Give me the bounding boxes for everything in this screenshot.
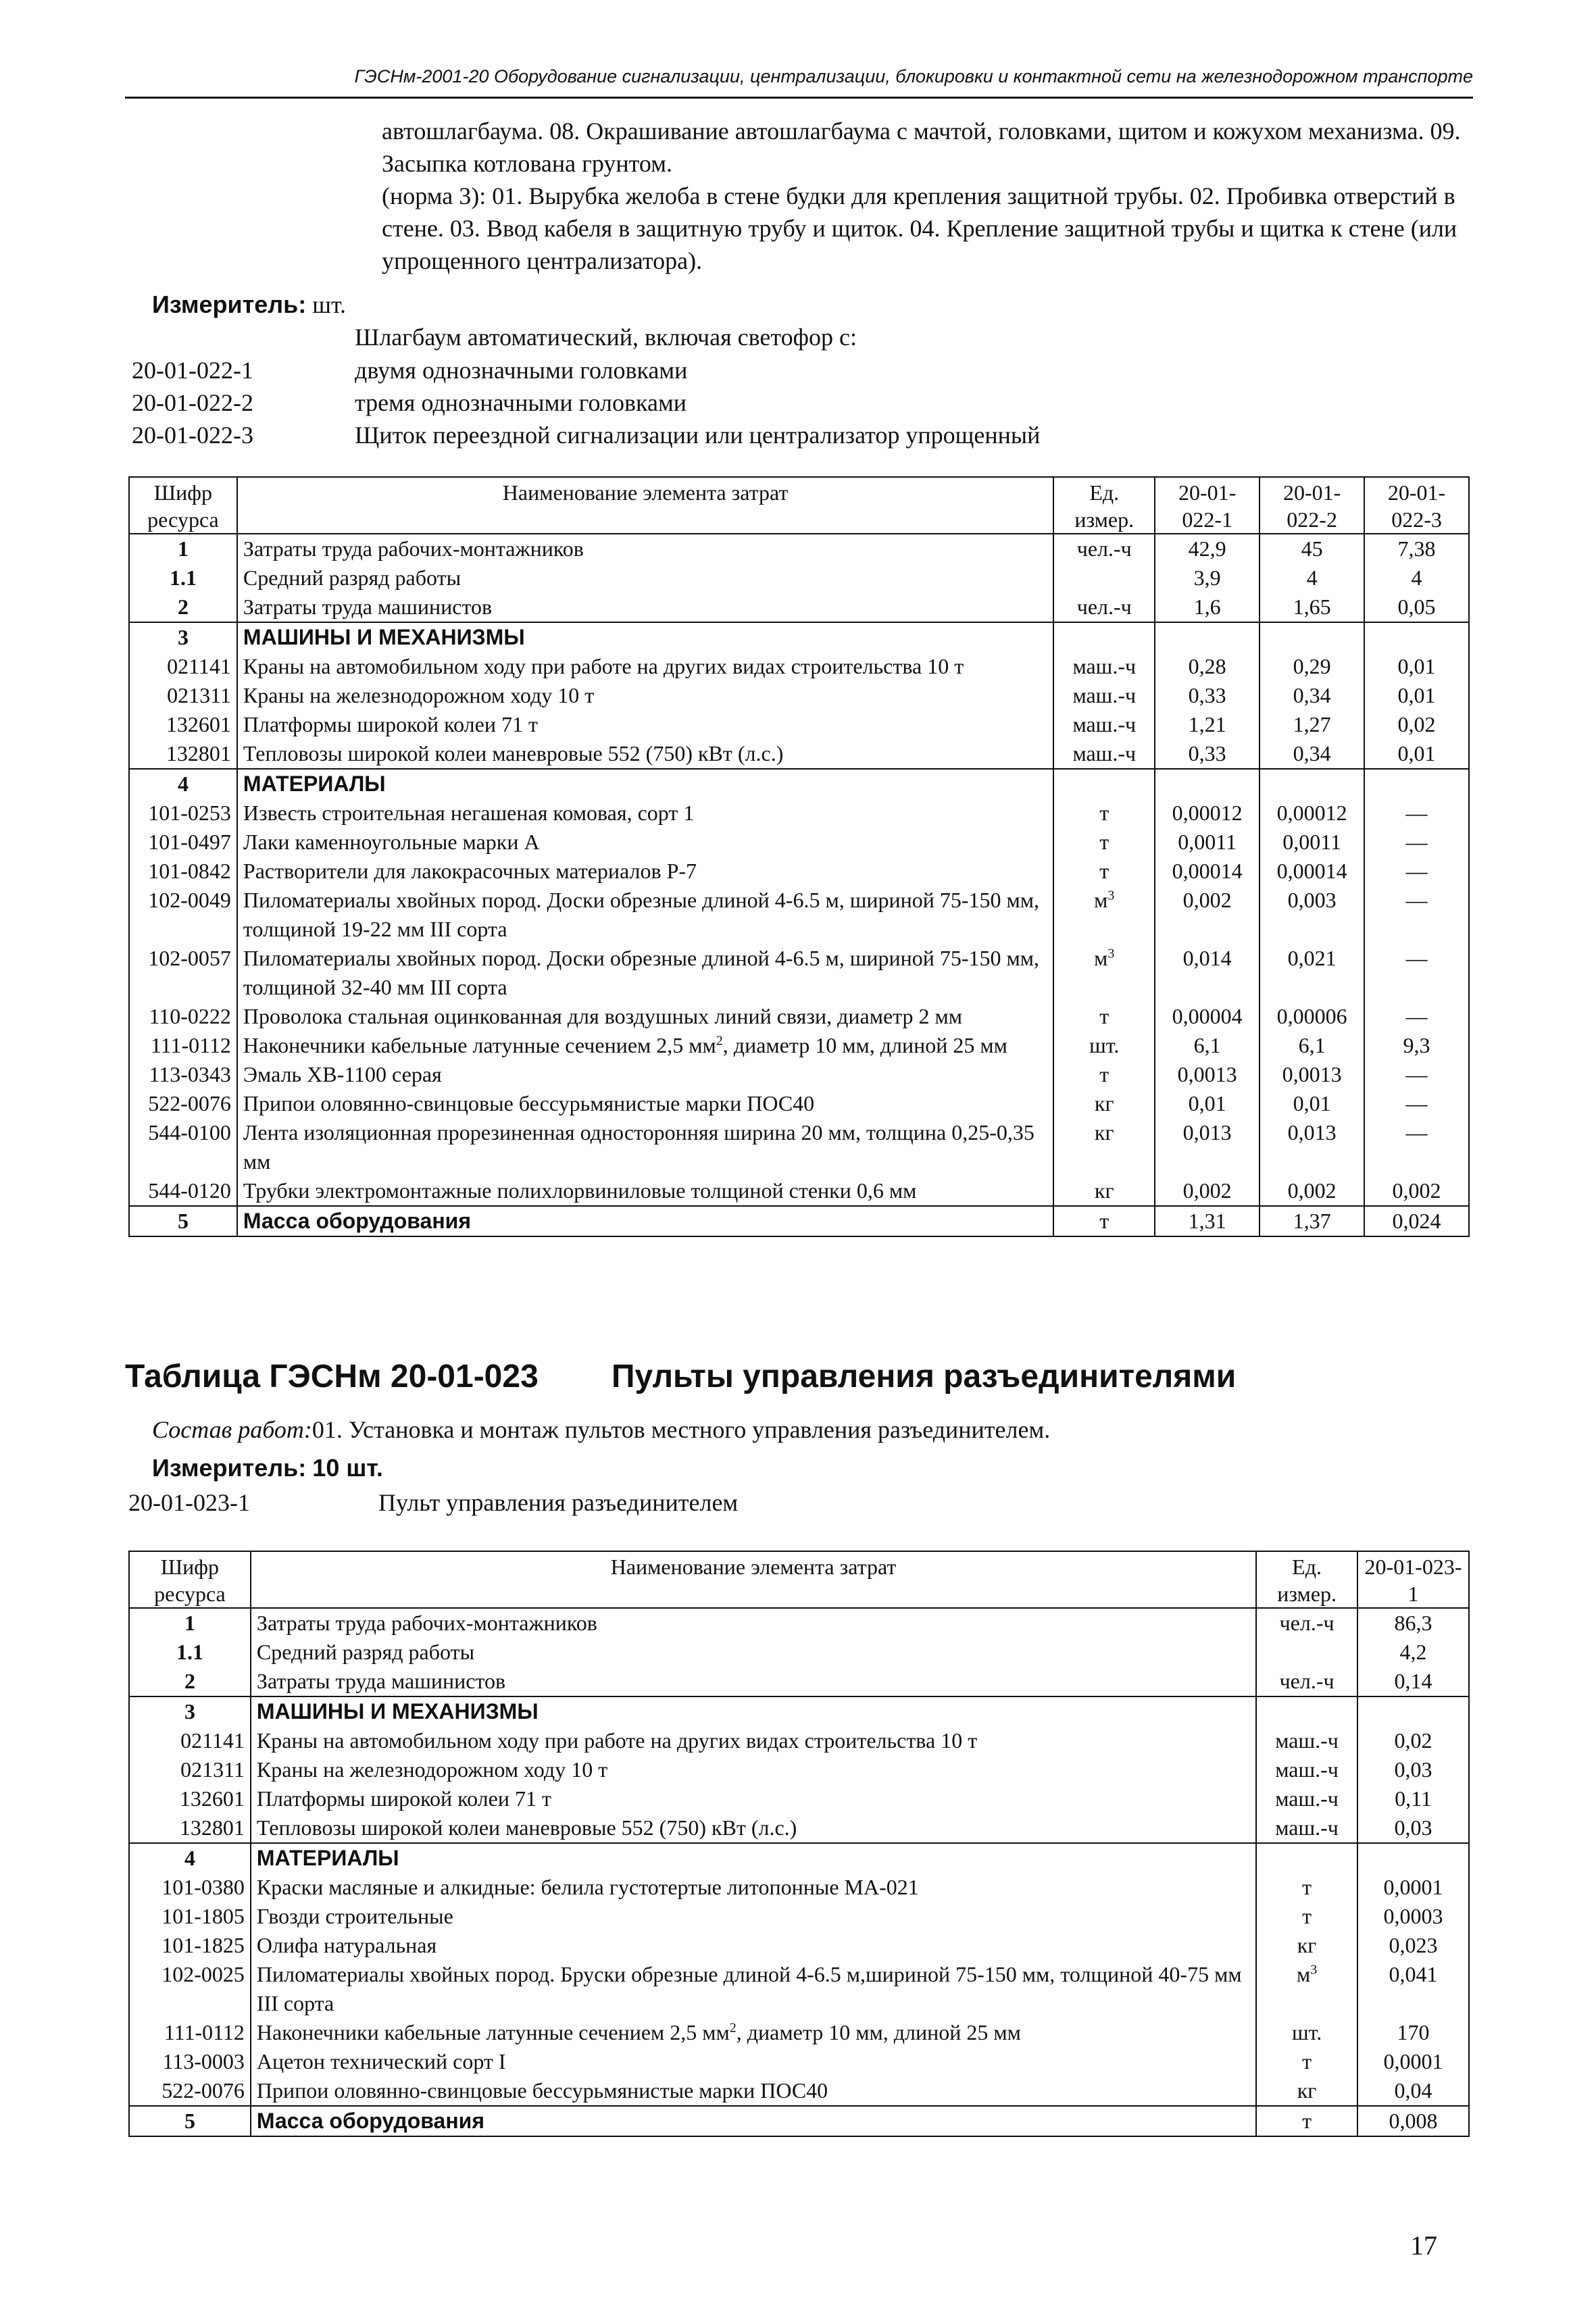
cell-name: Краски масляные и алкидные: белила густотертые литопонные МА-021 [251, 1873, 1256, 1902]
cell-value: 9,3 [1364, 1031, 1469, 1060]
cell-unit: т [1256, 1902, 1357, 1931]
cell-code: 021141 [129, 652, 237, 681]
cell-name: Гвозди строительные [251, 1902, 1256, 1931]
cell-code: 111-0112 [129, 1031, 237, 1060]
cell-value: 0,002 [1155, 886, 1260, 944]
cell-value: 0,013 [1155, 1118, 1260, 1176]
table-row [129, 2076, 1469, 2106]
cell-value [1260, 769, 1364, 799]
table-row [129, 828, 1469, 857]
table-row [129, 944, 1469, 1002]
cell-value: 0,01 [1364, 739, 1469, 769]
cell-value: — [1364, 799, 1469, 828]
cell-value: — [1364, 828, 1469, 857]
cell-unit: маш.-ч [1256, 1755, 1357, 1784]
table-row [129, 1784, 1469, 1813]
table-row [129, 652, 1469, 681]
cell-unit: кг [1256, 1931, 1357, 1960]
cell-name: Краны на железнодорожном ходу 10 т [251, 1755, 1256, 1784]
cell-name: Платформы широкой колеи 71 т [237, 710, 1053, 739]
cell-value: 0,03 [1357, 1755, 1469, 1784]
cell-code: 102-0057 [129, 944, 237, 1002]
page-number: 17 [1410, 2230, 1437, 2261]
cell-code: 132601 [129, 1784, 251, 1813]
cell-value: 7,38 [1364, 534, 1469, 563]
table-row [129, 1002, 1469, 1031]
cell-value [1260, 622, 1364, 652]
cell-value: 0,0003 [1357, 1902, 1469, 1931]
cell-code: 3 [129, 622, 237, 652]
cell-value: 0,01 [1364, 652, 1469, 681]
cell-value: 4 [1364, 563, 1469, 593]
cell-value: 42,9 [1155, 534, 1260, 563]
cell-value: 1,6 [1155, 593, 1260, 622]
cell-code: 101-0380 [129, 1873, 251, 1902]
cell-unit [1053, 622, 1155, 652]
table-row [129, 1206, 1469, 1236]
cell-name: Затраты труда рабочих-монтажников [251, 1608, 1256, 1638]
cell-value: 0,04 [1357, 2076, 1469, 2106]
composition-text: 01. Установка и монтаж пультов местного управления разъединителем. [311, 1416, 1051, 1443]
cell-value: 0,0001 [1357, 2047, 1469, 2076]
cell-unit: шт. [1256, 2018, 1357, 2047]
cell-code: 522-0076 [129, 1089, 237, 1118]
cell-unit: кг [1256, 2076, 1357, 2106]
cell-unit: т [1053, 828, 1155, 857]
group-title-row [132, 321, 1416, 353]
cell-value [1364, 769, 1469, 799]
cell-name: Масса оборудования [251, 2106, 1256, 2136]
cell-code: 110-0222 [129, 1002, 237, 1031]
intro-paragraph-2: (норма 3): 01. Вырубка желоба в стене будки для крепления защитной трубы. 02. Пробивка отверстий в стене. 03. Ввод кабеля в защитную трубу и щиток. 04. Крепление защитной трубы и щитка к стене (или упрощенного централизатора). [382, 182, 1457, 274]
cell-value: 0,02 [1364, 710, 1469, 739]
cell-value: 0,28 [1155, 652, 1260, 681]
cell-unit: т [1053, 857, 1155, 886]
cell-code: 102-0049 [129, 886, 237, 944]
cell-unit: т [1256, 2047, 1357, 2076]
cell-unit: т [1053, 1060, 1155, 1089]
cell-name: Припои оловянно-свинцовые бессурьмянистые марки ПОС40 [237, 1089, 1053, 1118]
cell-unit: $м^3$ [1256, 1960, 1357, 2018]
cell-value: — [1364, 1089, 1469, 1118]
norm-desc: тремя однозначными головками [355, 389, 687, 416]
cell-name: Средний разряд работы [251, 1638, 1256, 1667]
cell-value: — [1364, 944, 1469, 1002]
cell-unit: маш.-ч [1053, 739, 1155, 769]
cell-value: 0,33 [1155, 739, 1260, 769]
cell-value: 0,33 [1155, 681, 1260, 710]
table-row [129, 2018, 1469, 2047]
cell-value: 4,2 [1357, 1638, 1469, 1667]
norm-code: 20-01-023-1 [128, 1489, 250, 1516]
cell-code: 101-0497 [129, 828, 237, 857]
cell-value: 0,002 [1260, 1176, 1364, 1206]
cell-value: 1,21 [1155, 710, 1260, 739]
cell-value: — [1364, 1002, 1469, 1031]
resource-table-2 [128, 1551, 1470, 2137]
cell-value: 1,31 [1155, 1206, 1260, 1236]
table-row [129, 799, 1469, 828]
cell-name: Краны на автомобильном ходу при работе на других видах строительства 10 т [251, 1726, 1256, 1755]
cell-unit: т [1053, 1206, 1155, 1236]
cell-code: 522-0076 [129, 2076, 251, 2106]
cell-code: 544-0120 [129, 1176, 237, 1206]
table-row [129, 739, 1469, 769]
meter-2 [152, 1454, 383, 1482]
table-row [129, 1118, 1469, 1176]
cell-code: 101-1825 [129, 1931, 251, 1960]
cell-unit [1256, 1843, 1357, 1873]
cell-code: 021311 [129, 681, 237, 710]
cell-value: 0,023 [1357, 1931, 1469, 1960]
cell-value: — [1364, 857, 1469, 886]
header-name: Наименование элемента затрат [251, 1551, 1256, 1608]
cell-value: 170 [1357, 2018, 1469, 2047]
cell-value [1155, 769, 1260, 799]
header-unit: Ед. измер. [1053, 477, 1155, 534]
table-row [129, 622, 1469, 652]
cell-value [1357, 1696, 1469, 1726]
cell-name: Масса оборудования [237, 1206, 1053, 1236]
cell-unit: шт. [1053, 1031, 1155, 1060]
cell-code: 5 [129, 1206, 237, 1236]
cell-value: 0,00014 [1260, 857, 1364, 886]
cell-value: 0,05 [1364, 593, 1469, 622]
cell-name: Растворители для лакокрасочных материалов Р-7 [237, 857, 1053, 886]
cell-value: 0,34 [1260, 739, 1364, 769]
header-rule [125, 97, 1473, 99]
cell-name: Наконечники кабельные латунные сечением 2,5 $мм^2$, диаметр 10 мм, длиной 25 мм [251, 2018, 1256, 2047]
cell-name: Пиломатериалы хвойных пород. Бруски обрезные длиной 4-6.5 м,шириной 75-150 мм, толщиной 40-75 мм III сорта [251, 1960, 1256, 2018]
cell-code: 101-0842 [129, 857, 237, 886]
cell-name: Олифа натуральная [251, 1931, 1256, 1960]
cell-code: 2 [129, 1667, 251, 1696]
cell-code: 113-0343 [129, 1060, 237, 1089]
table-row [129, 710, 1469, 739]
table-row [129, 681, 1469, 710]
cell-value: 0,008 [1357, 2106, 1469, 2136]
cell-value: 45 [1260, 534, 1364, 563]
code-row-1 [132, 354, 1416, 386]
table-row [129, 1176, 1469, 1206]
cell-value: 0,0011 [1155, 828, 1260, 857]
table-row [129, 1638, 1469, 1667]
cell-value: 0,013 [1260, 1118, 1364, 1176]
cell-value: 0,003 [1260, 886, 1364, 944]
cell-name: Затраты труда рабочих-монтажников [237, 534, 1053, 563]
table-row [129, 1813, 1469, 1843]
norm-desc: Пульт управления разъединителем [378, 1489, 739, 1516]
norm-code: 20-01-022-3 [132, 422, 253, 449]
cell-value: 0,11 [1357, 1784, 1469, 1813]
cell-value: 6,1 [1155, 1031, 1260, 1060]
norm-desc: двумя однозначными головками [355, 357, 688, 384]
cell-value: 0,0011 [1260, 828, 1364, 857]
table-row [129, 857, 1469, 886]
cell-code: 544-0100 [129, 1118, 237, 1176]
work-composition [152, 1415, 1050, 1444]
cell-value: 0,021 [1260, 944, 1364, 1002]
cell-code: 021141 [129, 1726, 251, 1755]
cell-name: Тепловозы широкой колеи маневровые 552 (750) кВт (л.с.) [251, 1813, 1256, 1843]
cell-name: Затраты труда машинистов [237, 593, 1053, 622]
cell-unit: маш.-ч [1256, 1726, 1357, 1755]
cell-code: 2 [129, 593, 237, 622]
header-code: Шифр ресурса [129, 477, 237, 534]
cell-unit: кг [1053, 1089, 1155, 1118]
cell-value: 0,00012 [1155, 799, 1260, 828]
norm-code: 20-01-022-2 [132, 389, 253, 416]
cell-value: 0,024 [1364, 1206, 1469, 1236]
table-row [129, 563, 1469, 593]
cell-unit [1053, 563, 1155, 593]
table-title [125, 1358, 1237, 1395]
cell-value [1357, 1843, 1469, 1873]
cell-name: Краны на железнодорожном ходу 10 т [237, 681, 1053, 710]
table-row [129, 1843, 1469, 1873]
cell-name: Эмаль ХВ-1100 серая [237, 1060, 1053, 1089]
table-row [129, 1031, 1469, 1060]
cell-name: МАШИНЫ И МЕХАНИЗМЫ [237, 622, 1053, 652]
table-row [129, 886, 1469, 944]
cell-value: — [1364, 886, 1469, 944]
cell-code: 4 [129, 1843, 251, 1873]
table-row [129, 2047, 1469, 2076]
cell-unit: чел.-ч [1053, 534, 1155, 563]
cell-value: 0,01 [1364, 681, 1469, 710]
table-row [129, 1755, 1469, 1784]
cell-name: Лента изоляционная прорезиненная односторонняя ширина 20 мм, толщина 0,25-0,35 мм [237, 1118, 1053, 1176]
norm-desc: Щиток переездной сигнализации или централизатор упрощенный [355, 422, 1041, 449]
cell-value: 0,002 [1155, 1176, 1260, 1206]
cell-value: 6,1 [1260, 1031, 1364, 1060]
cell-code: 1 [129, 534, 237, 563]
code-row-2 [132, 386, 1416, 419]
cell-code: 113-0003 [129, 2047, 251, 2076]
header-col: 20-01-022-2 [1260, 477, 1364, 534]
cell-value: 0,0013 [1260, 1060, 1364, 1089]
cell-name: Средний разряд работы [237, 563, 1053, 593]
header-code: Шифр ресурса [129, 1551, 251, 1608]
cell-code: 132801 [129, 1813, 251, 1843]
cell-code: 4 [129, 769, 237, 799]
table-row [129, 1696, 1469, 1726]
table-header [129, 477, 1469, 534]
cell-value: 0,041 [1357, 1960, 1469, 2018]
cell-value: — [1364, 1060, 1469, 1089]
cell-name: Пиломатериалы хвойных пород. Доски обрезные длиной 4-6.5 м, шириной 75-150 мм, толщиной 19-22 мм III сорта [237, 886, 1053, 944]
cell-value: 0,14 [1357, 1667, 1469, 1696]
meter-1-value: шт. [312, 291, 347, 318]
cell-value: 0,29 [1260, 652, 1364, 681]
cell-unit: чел.-ч [1053, 593, 1155, 622]
table-row [129, 1726, 1469, 1755]
cell-unit [1053, 769, 1155, 799]
cell-value: 0,00014 [1155, 857, 1260, 886]
table-row [129, 2106, 1469, 2136]
cell-name: Затраты труда машинистов [251, 1667, 1256, 1696]
cell-unit: т [1053, 1002, 1155, 1031]
cell-value: 1,65 [1260, 593, 1364, 622]
table-row [129, 1931, 1469, 1960]
code-row-4 [128, 1486, 1412, 1519]
cell-name: Известь строительная негашеная комовая, сорт 1 [237, 799, 1053, 828]
cell-value: 1,27 [1260, 710, 1364, 739]
header-name: Наименование элемента затрат [237, 477, 1053, 534]
cell-value: 0,00012 [1260, 799, 1364, 828]
cell-name: МАТЕРИАЛЫ [251, 1843, 1256, 1873]
cell-value: 0,00004 [1155, 1002, 1260, 1031]
cell-code: 111-0112 [129, 2018, 251, 2047]
cell-unit: маш.-ч [1256, 1813, 1357, 1843]
work-composition-continued [382, 115, 1476, 277]
header-unit: Ед. измер. [1256, 1551, 1357, 1608]
cell-code: 3 [129, 1696, 251, 1726]
header-col: 20-01-023-1 [1357, 1551, 1469, 1608]
cell-unit: кг [1053, 1176, 1155, 1206]
cell-value: 0,03 [1357, 1813, 1469, 1843]
cell-name: Пиломатериалы хвойных пород. Доски обрезные длиной 4-6.5 м, шириной 75-150 мм, толщиной 32-40 мм III сорта [237, 944, 1053, 1002]
cell-name: Припои оловянно-свинцовые бессурьмянистые марки ПОС40 [251, 2076, 1256, 2106]
cell-name: МАШИНЫ И МЕХАНИЗМЫ [251, 1696, 1256, 1726]
table-row [129, 1902, 1469, 1931]
meter-2-label: Измеритель: [152, 1454, 307, 1482]
cell-unit [1256, 1638, 1357, 1667]
cell-code: 1.1 [129, 1638, 251, 1667]
table-row [129, 1667, 1469, 1696]
table-row [129, 593, 1469, 622]
cell-name: Трубки электромонтажные полихлорвиниловые толщиной стенки 0,6 мм [237, 1176, 1053, 1206]
header-col: 20-01-022-3 [1364, 477, 1469, 534]
cell-code: 1 [129, 1608, 251, 1638]
cell-value: 0,014 [1155, 944, 1260, 1002]
table-number: Таблица ГЭСНм 20-01-023 [125, 1359, 539, 1394]
cell-name: Платформы широкой колеи 71 т [251, 1784, 1256, 1813]
cell-value: 0,01 [1155, 1089, 1260, 1118]
cell-value: 0,0013 [1155, 1060, 1260, 1089]
intro-paragraph-1: автошлагбаума. 08. Окрашивание автошлагбаума с мачтой, головками, щитом и кожухом механизма. 09. Засыпка котлована грунтом. [382, 118, 1461, 177]
cell-name: Краны на автомобильном ходу при работе на других видах строительства 10 т [237, 652, 1053, 681]
code-row-3 [132, 419, 1416, 451]
header-col: 20-01-022-1 [1155, 477, 1260, 534]
norm-code: 20-01-022-1 [132, 357, 253, 384]
cell-name: Ацетон технический сорт I [251, 2047, 1256, 2076]
cell-code: 1.1 [129, 563, 237, 593]
cell-value: 0,00006 [1260, 1002, 1364, 1031]
cell-value [1155, 622, 1260, 652]
cell-value: — [1364, 1118, 1469, 1176]
running-header: ГЭСНм-2001-20 Оборудование сигнализации, централизации, блокировки и контактной сети на железнодорожном транспорте [354, 66, 1473, 86]
table-row [129, 1873, 1469, 1902]
cell-unit: чел.-ч [1256, 1608, 1357, 1638]
table-row [129, 1608, 1469, 1638]
cell-unit: т [1053, 799, 1155, 828]
cell-unit: $м^3$ [1053, 944, 1155, 1002]
cell-unit: т [1256, 1873, 1357, 1902]
cell-value: 0,02 [1357, 1726, 1469, 1755]
table-row [129, 1960, 1469, 2018]
cell-name: Проволока стальная оцинкованная для воздушных линий связи, диаметр 2 мм [237, 1002, 1053, 1031]
cell-value: 0,34 [1260, 681, 1364, 710]
cell-unit: маш.-ч [1053, 710, 1155, 739]
cell-value: 0,0001 [1357, 1873, 1469, 1902]
cell-unit: кг [1053, 1118, 1155, 1176]
composition-label: Состав работ: [152, 1416, 312, 1443]
cell-code: 132601 [129, 710, 237, 739]
cell-unit [1256, 1696, 1357, 1726]
cell-code: 132801 [129, 739, 237, 769]
cell-unit: т [1256, 2106, 1357, 2136]
cell-unit: маш.-ч [1256, 1784, 1357, 1813]
table-row [129, 1089, 1469, 1118]
table-name: Пульты управления разъединителями [612, 1359, 1237, 1394]
meter-1 [152, 291, 346, 319]
cell-name: Тепловозы широкой колеи маневровые 552 (750) кВт (л.с.) [237, 739, 1053, 769]
cell-unit: маш.-ч [1053, 652, 1155, 681]
cell-value: 1,37 [1260, 1206, 1364, 1236]
cell-value: 0,002 [1364, 1176, 1469, 1206]
cell-value: 86,3 [1357, 1608, 1469, 1638]
cell-code: 101-0253 [129, 799, 237, 828]
group-title: Шлагбаум автоматический, включая светофор с: [355, 324, 857, 351]
cell-unit: маш.-ч [1053, 681, 1155, 710]
table-row [129, 769, 1469, 799]
meter-1-label: Измеритель: [152, 291, 307, 318]
cell-value: 4 [1260, 563, 1364, 593]
cell-code: 021311 [129, 1755, 251, 1784]
cell-name: МАТЕРИАЛЫ [237, 769, 1053, 799]
cell-unit: $м^3$ [1053, 886, 1155, 944]
meter-2-value: 10 шт. [312, 1454, 383, 1482]
table-row [129, 1060, 1469, 1089]
cell-code: 5 [129, 2106, 251, 2136]
cell-name: Наконечники кабельные латунные сечением 2,5 $мм^2$, диаметр 10 мм, длиной 25 мм [237, 1031, 1053, 1060]
table-row [129, 534, 1469, 563]
cell-code: 102-0025 [129, 1960, 251, 2018]
resource-table-1 [128, 476, 1470, 1237]
cell-name: Лаки каменноугольные марки А [237, 828, 1053, 857]
cell-value: 0,01 [1260, 1089, 1364, 1118]
cell-value: 3,9 [1155, 563, 1260, 593]
cell-unit: чел.-ч [1256, 1667, 1357, 1696]
cell-code: 101-1805 [129, 1902, 251, 1931]
table-header [129, 1551, 1469, 1608]
cell-value [1364, 622, 1469, 652]
